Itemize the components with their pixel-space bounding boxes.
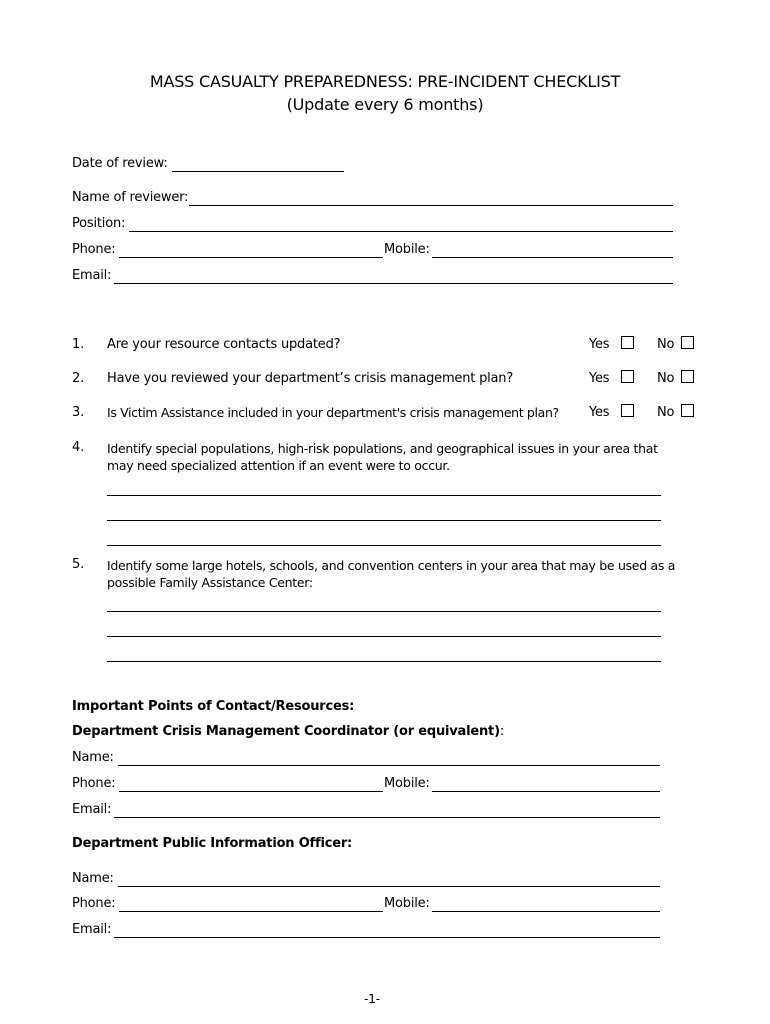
phone-field[interactable]	[119, 257, 383, 258]
pio-heading: Department Public Information Officer:	[72, 836, 353, 851]
coordinator-mobile-field[interactable]	[432, 791, 660, 792]
question-4-answer-line-1[interactable]	[107, 495, 661, 496]
question-2-no-checkbox[interactable]	[681, 370, 694, 383]
coordinator-heading-colon: :	[499, 724, 504, 739]
position-field[interactable]	[129, 231, 673, 232]
date-of-review-field[interactable]	[172, 171, 344, 172]
pio-mobile-label: Mobile:	[384, 896, 430, 911]
coordinator-email-label: Email:	[72, 802, 112, 817]
pio-phone-label: Phone:	[72, 896, 116, 911]
phone-label: Phone:	[72, 242, 116, 257]
question-2-number: 2.	[72, 371, 85, 386]
date-of-review-label: Date of review:	[72, 156, 168, 171]
question-4-number: 4.	[72, 440, 85, 455]
page-title: MASS CASUALTY PREPAREDNESS: PRE-INCIDENT CHECKLIST	[149, 72, 621, 91]
position-label: Position:	[72, 216, 126, 231]
question-2-yes-label: Yes	[589, 371, 610, 386]
question-4-answer-line-3[interactable]	[107, 545, 661, 546]
pio-mobile-field[interactable]	[432, 911, 660, 912]
pio-email-label: Email:	[72, 922, 112, 937]
coordinator-heading-wrap	[72, 724, 504, 739]
pio-phone-field[interactable]	[119, 911, 383, 912]
question-3-no-label: No	[657, 405, 675, 420]
pio-email-field[interactable]	[114, 937, 660, 938]
email-label: Email:	[72, 268, 112, 283]
coordinator-email-field[interactable]	[114, 817, 660, 818]
question-5-text: Identify some large hotels, schools, and convention centers in your area that may be used as a possible Family Assistance Center:	[107, 558, 676, 590]
coordinator-mobile-label: Mobile:	[384, 776, 430, 791]
email-field[interactable]	[114, 283, 673, 284]
coordinator-heading: Department Crisis Management Coordinator (or equivalent)	[72, 724, 500, 739]
question-2-text: Have you reviewed your department’s crisis management plan?	[107, 371, 514, 386]
question-1-text: Are your resource contacts updated?	[107, 337, 341, 352]
question-3-number: 3.	[72, 405, 85, 420]
name-of-reviewer-label: Name of reviewer:	[72, 190, 189, 205]
question-1-yes-checkbox[interactable]	[621, 336, 634, 349]
question-1-no-checkbox[interactable]	[681, 336, 694, 349]
coordinator-name-label: Name:	[72, 750, 114, 765]
question-5-answer-line-2[interactable]	[107, 636, 661, 637]
question-5-number: 5.	[72, 557, 85, 572]
coordinator-phone-label: Phone:	[72, 776, 116, 791]
pio-name-field[interactable]	[118, 886, 660, 887]
coordinator-phone-field[interactable]	[119, 791, 383, 792]
question-3-yes-label: Yes	[589, 405, 610, 420]
question-1-number: 1.	[72, 337, 85, 352]
question-3-yes-checkbox[interactable]	[621, 404, 634, 417]
page-subtitle: (Update every 6 months)	[286, 95, 484, 114]
question-5-answer-line-1[interactable]	[107, 611, 661, 612]
question-3-text: Is Victim Assistance included in your department's crisis management plan?	[107, 405, 559, 420]
pio-name-label: Name:	[72, 871, 114, 886]
question-1-no-label: No	[657, 337, 675, 352]
question-2-no-label: No	[657, 371, 675, 386]
name-of-reviewer-field[interactable]	[189, 205, 673, 206]
question-4-text: Identify special populations, high-risk populations, and geographical issues in your area that may need specialized attention if an event were to occur.	[107, 441, 658, 473]
contacts-heading: Important Points of Contact/Resources:	[72, 699, 355, 714]
page-number: -1-	[364, 992, 380, 1006]
question-4-answer-line-2[interactable]	[107, 520, 661, 521]
coordinator-name-field[interactable]	[118, 765, 660, 766]
question-2-yes-checkbox[interactable]	[621, 370, 634, 383]
question-1-yes-label: Yes	[589, 337, 610, 352]
question-3-no-checkbox[interactable]	[681, 404, 694, 417]
mobile-field[interactable]	[432, 257, 673, 258]
question-5-answer-line-3[interactable]	[107, 661, 661, 662]
mobile-label: Mobile:	[384, 242, 430, 257]
